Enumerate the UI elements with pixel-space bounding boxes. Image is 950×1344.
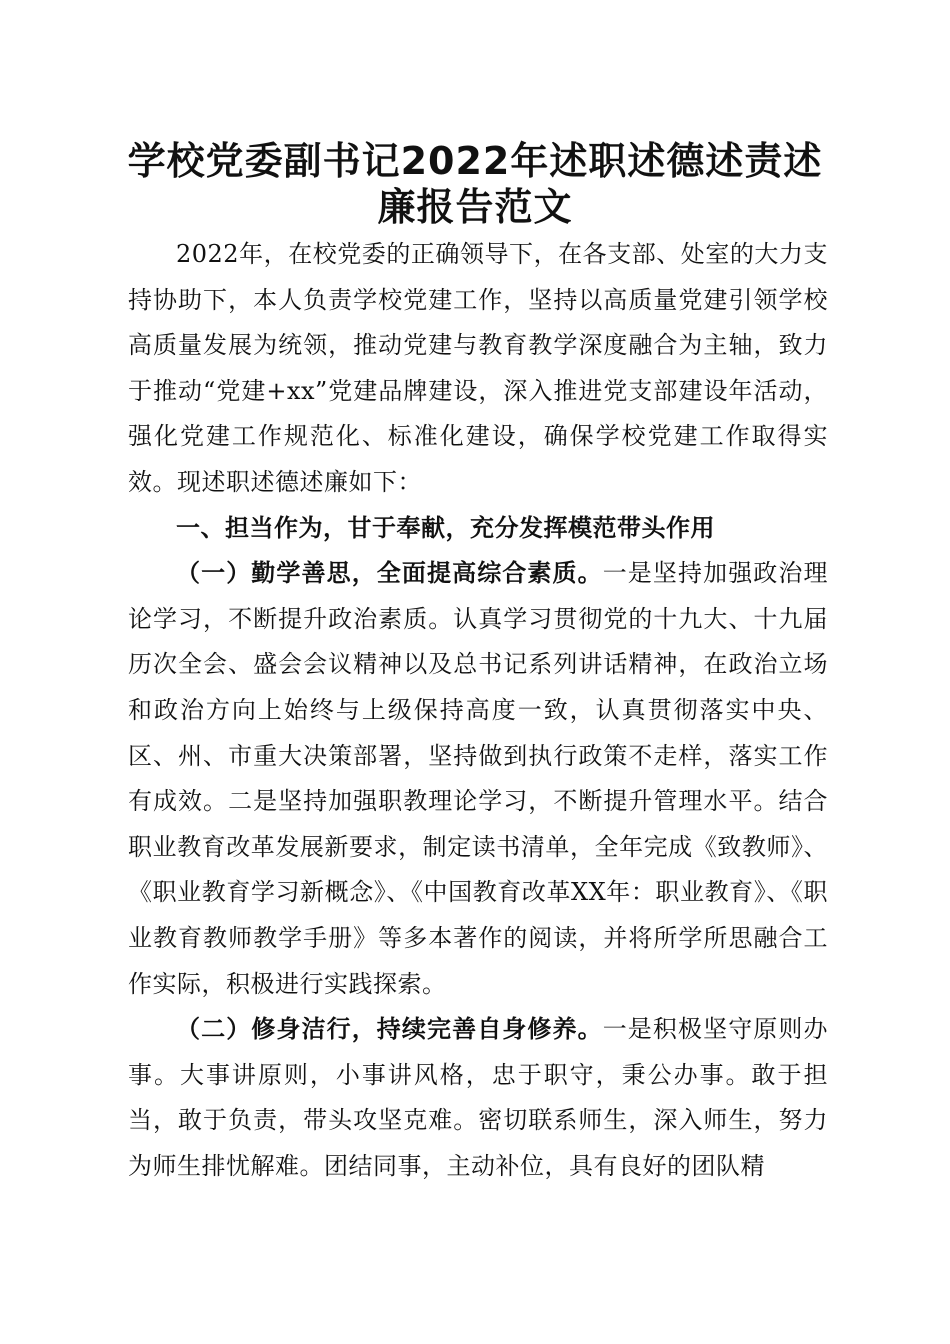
subsection-text-1: 一是坚持加强政治理论学习，不断提升政治素质。认真学习贯彻党的十九大、十九届历次全会、盛会会议精神以及总书记系列讲话精神，在政治立场和政治方向上始终与上级保持高度一致，认真贯彻落实中央、区、州、市重大决策部署，坚持做到执行政策不走样，落实工作有成效。二是坚持加强职教理论学习，不断提升管理水平。结合职业教育改革发展新要求，制定读书清单，全年完成《致教师》、《职业教育学习新概念》、《中国教育改革XX年：职业教育》、《职业教育教师教学手册》等多本著作的阅读，并将所学所思融合工作实际，积极进行实践探索。 — [128, 559, 829, 998]
subsection-paragraph-2 — [128, 1007, 828, 1189]
document-title: 学校党委副书记2022年述职述德述责述廉报告范文 — [127, 139, 823, 229]
document-body — [128, 232, 828, 1189]
subsection-paragraph-1 — [128, 551, 828, 1007]
section-heading: 一、担当作为，甘于奉献，充分发挥模范带头作用 — [176, 513, 715, 542]
subsection-lead-1: （一）勤学善思，全面提高综合素质。 — [176, 559, 603, 588]
intro-paragraph: 2022年，在校党委的正确领导下，在各支部、处室的大力支持协助下，本人负责学校党建工作，坚持以高质量党建引领学校高质量发展为统领，推动党建与教育教学深度融合为主轴，致力于推动“党建+xx”党建品牌建设，深入推进党支部建设年活动，强化党建工作规范化、标准化建设，确保学校党建工作取得实效。现述职述德述廉如下： — [128, 240, 828, 496]
subsection-lead-2: （二）修身洁行，持续完善自身修养。 — [176, 1015, 603, 1044]
subsection-text-2: 一是积极坚守原则办事。大事讲原则，小事讲风格，忠于职守，秉公办事。敢于担当，敢于负责，带头攻坚克难。密切联系师生，深入师生，努力为师生排忧解难。团结同事，主动补位，具有良好的团队精 — [128, 1015, 829, 1180]
